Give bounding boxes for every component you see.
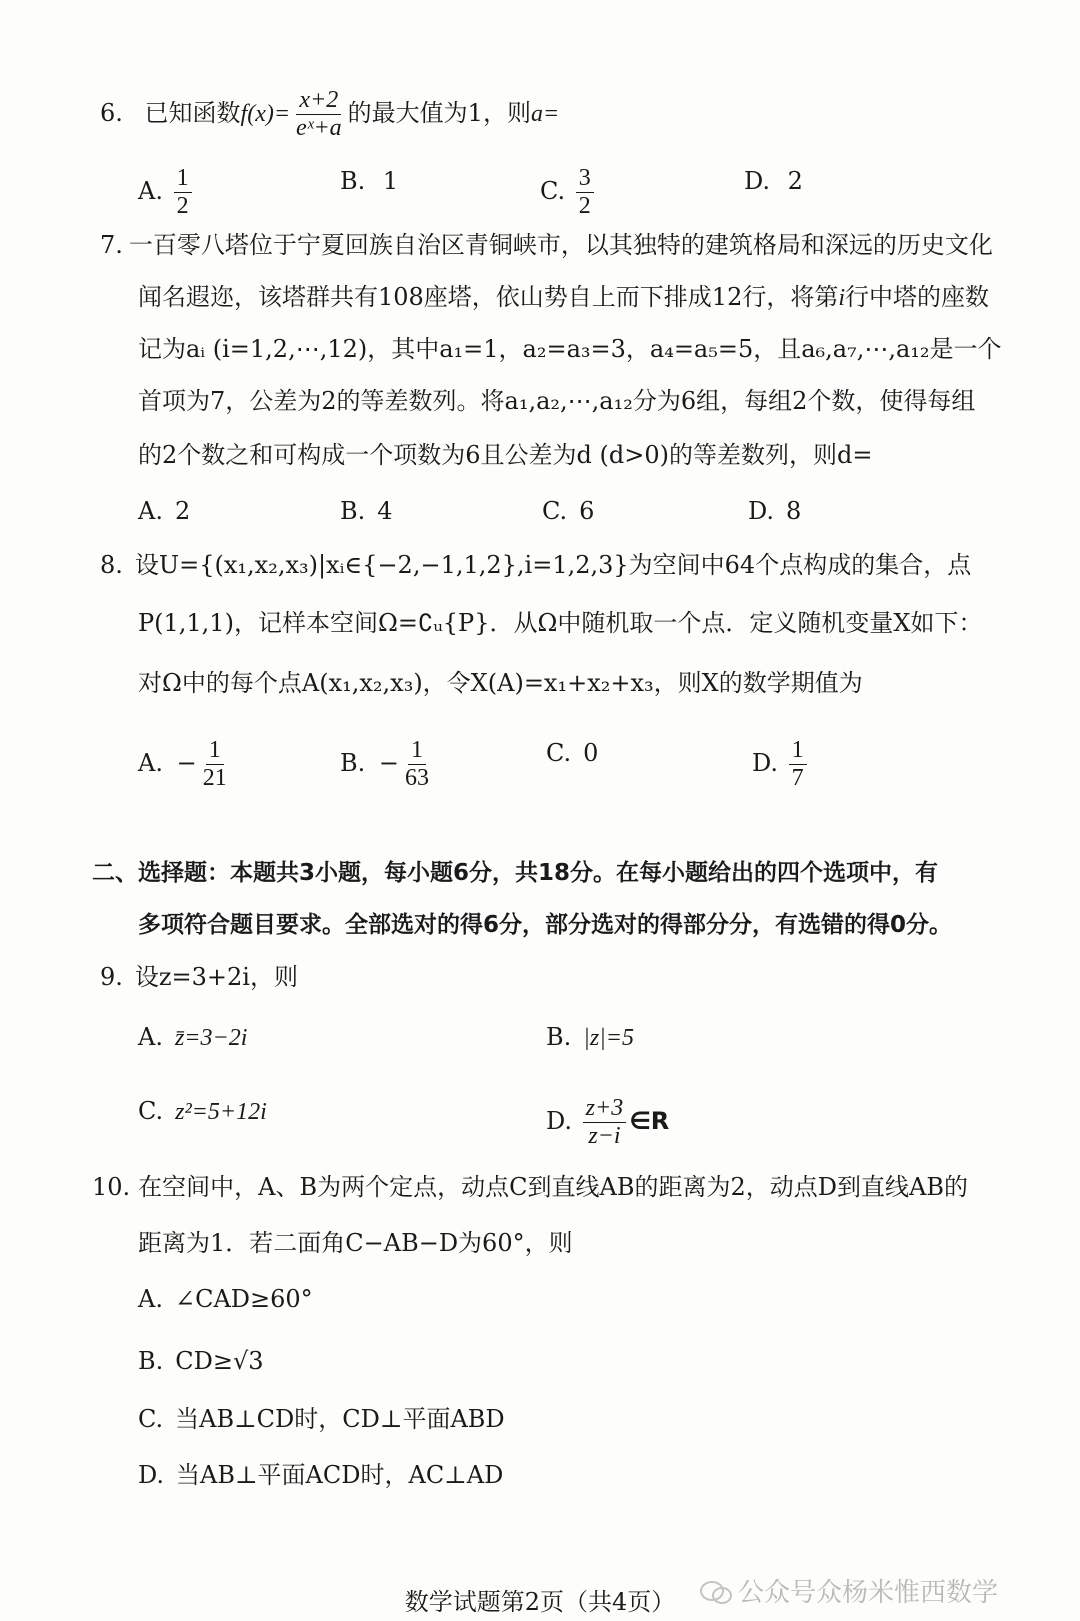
q8-option-a-fraction bbox=[200, 738, 230, 791]
q9-option-b bbox=[546, 1022, 634, 1053]
q7-option-a-label: A. bbox=[138, 497, 163, 525]
q8-option-c bbox=[546, 738, 598, 768]
q9-option-a bbox=[138, 1022, 247, 1053]
q10-option-c bbox=[138, 1404, 505, 1434]
q10-option-c-label: C. bbox=[138, 1405, 164, 1433]
q6-text-a: 已知函数 bbox=[144, 99, 241, 128]
q6-text-b: 的最大值为1，则 bbox=[347, 99, 531, 128]
q7-text-2c: 行中塔的座数 bbox=[845, 283, 990, 311]
q7-option-a-value: 2 bbox=[174, 497, 191, 525]
section-2-heading-2: 多项符合题目要求。全部选对的得6分，部分选对的得部分分，有选错的得0分。 bbox=[138, 912, 953, 938]
section-2-heading-1: 二、选择题：本题共3小题，每小题6分，共18分。在每小题给出的四个选项中，有 bbox=[92, 860, 939, 886]
q8-line-1 bbox=[100, 550, 971, 580]
q10-line-2: 距离为1．若二面角C−AB−D为60°，则 bbox=[138, 1229, 573, 1257]
q7-line-5: 的2个数之和可构成一个项数为6且公差为d (d>0)的等差数列，则d= bbox=[138, 441, 873, 469]
q7-option-b-value: 4 bbox=[377, 497, 393, 525]
q10-option-b-label: B. bbox=[138, 1347, 164, 1375]
q6-frac-den: eˣ+a bbox=[296, 115, 342, 142]
q9-option-c-value: z²=5+12i bbox=[175, 1099, 267, 1125]
q8-option-b-sign: − bbox=[378, 749, 400, 778]
q7-line-1 bbox=[100, 230, 993, 260]
q9-option-d-den: z−i bbox=[588, 1123, 621, 1150]
q8-text-1: 设U={(x₁,x₂,x₃)|xᵢ∈{−2,−1,1,2},i=1,2,3}为空间中64个点构成的集合，点 bbox=[134, 551, 972, 579]
q8-option-b-label: B. bbox=[340, 749, 366, 778]
q8-option-d-label: D. bbox=[752, 749, 779, 778]
q7-option-b-label: B. bbox=[340, 497, 366, 525]
q8-option-a bbox=[138, 738, 233, 791]
q7-option-c bbox=[542, 496, 594, 526]
q7-option-c-value: 6 bbox=[579, 497, 595, 525]
q6-text-c: a= bbox=[530, 101, 560, 128]
q7-line-3: 记为aᵢ (i=1,2,⋯,12)，其中a₁=1，a₂=a₃=3，a₄=a₅=5，且a₆,a₇,⋯,a₁₂是一个 bbox=[138, 335, 1002, 363]
q9-option-d-label: D. bbox=[546, 1107, 573, 1136]
q8-option-b-num: 1 bbox=[408, 738, 426, 765]
q9-option-d-num: z+3 bbox=[583, 1096, 627, 1123]
q6-stem bbox=[100, 88, 559, 141]
q7-option-d-label: D. bbox=[748, 497, 775, 525]
q9-option-d bbox=[546, 1096, 669, 1149]
q6-option-a-fraction bbox=[174, 166, 192, 219]
q6-option-a-label: A. bbox=[138, 177, 163, 206]
q8-option-b-den: 63 bbox=[405, 765, 430, 792]
q10-text-1: 在空间中，A、B为两个定点，动点C到直线AB的距离为2，动点D到直线AB的 bbox=[138, 1173, 968, 1201]
q6-option-d-value: 2 bbox=[787, 167, 803, 195]
q10-option-a-label: A. bbox=[138, 1285, 163, 1313]
q9-number: 9. bbox=[100, 963, 123, 991]
q7-number: 7. bbox=[100, 231, 123, 259]
q6-fraction bbox=[293, 88, 345, 141]
q10-number: 10. bbox=[92, 1173, 131, 1201]
q10-option-b bbox=[138, 1346, 264, 1376]
q9-option-b-value: |z|=5 bbox=[583, 1025, 634, 1051]
q7-text-1: 一百零八塔位于宁夏回族自治区青铜峡市，以其独特的建筑格局和深远的历史文化 bbox=[128, 231, 993, 259]
q7-option-b bbox=[340, 496, 393, 526]
q10-option-a bbox=[138, 1284, 313, 1314]
q10-option-a-value: ∠CAD≥60° bbox=[174, 1285, 313, 1313]
q8-line-3: 对Ω中的每个点A(x₁,x₂,x₃)，令X(A)=x₁+x₂+x₃，则X的数学期值为 bbox=[138, 669, 863, 697]
q7-line-4: 首项为7，公差为2的等差数列。将a₁,a₂,⋯,a₁₂分为6组，每组2个数，使得每组 bbox=[138, 387, 976, 415]
q7-option-d bbox=[748, 496, 801, 526]
q9-option-c-label: C. bbox=[138, 1097, 164, 1125]
q6-option-b-value: 1 bbox=[382, 167, 399, 195]
q6-option-b-label: B. bbox=[340, 167, 366, 195]
q6-frac-num: x+2 bbox=[296, 88, 341, 115]
q8-option-d-den: 7 bbox=[791, 765, 804, 792]
q6-fx: f(x)= bbox=[240, 101, 291, 128]
q10-option-d-label: D. bbox=[138, 1461, 165, 1489]
q7-option-c-label: C. bbox=[542, 497, 568, 525]
q7-line-2 bbox=[138, 282, 989, 313]
q9-option-d-fraction bbox=[583, 1096, 627, 1149]
q10-option-d-value: 当AB⊥平面ACD时，AC⊥AD bbox=[176, 1461, 504, 1489]
q10-line-1 bbox=[92, 1172, 968, 1202]
q6-option-c bbox=[540, 166, 597, 219]
q6-option-c-den: 2 bbox=[578, 193, 591, 220]
q10-option-d bbox=[138, 1460, 503, 1490]
q6-option-c-label: C. bbox=[540, 177, 566, 206]
q10-option-c-value: 当AB⊥CD时，CD⊥平面ABD bbox=[175, 1405, 505, 1433]
q10-option-b-value: CD≥√3 bbox=[175, 1347, 264, 1375]
q8-option-a-sign: − bbox=[176, 749, 197, 778]
q8-option-d bbox=[752, 738, 810, 791]
q9-text: 设z=3+2i，则 bbox=[134, 963, 298, 991]
q6-option-a-num: 1 bbox=[174, 166, 192, 193]
q6-option-a-den: 2 bbox=[176, 193, 189, 220]
q8-option-a-num: 1 bbox=[206, 738, 224, 765]
q8-option-b bbox=[340, 738, 435, 791]
q9-option-a-label: A. bbox=[138, 1023, 163, 1051]
q9-option-a-value: z̄=3−2i bbox=[174, 1025, 248, 1051]
q8-option-d-fraction bbox=[789, 738, 807, 791]
q8-option-a-label: A. bbox=[138, 749, 163, 778]
q9-option-b-label: B. bbox=[546, 1023, 572, 1051]
watermark-text: 公众号众杨米惟西数学 bbox=[738, 1578, 999, 1608]
q6-option-b bbox=[340, 166, 398, 196]
q8-option-a-den: 21 bbox=[202, 765, 227, 792]
q6-option-c-num: 3 bbox=[576, 166, 594, 193]
q8-line-2: P(1,1,1)，记样本空间Ω=∁ᵤ{P}．从Ω中随机取一个点．定义随机变量X如下： bbox=[138, 609, 983, 637]
q6-option-a bbox=[138, 166, 195, 219]
q6-option-c-fraction bbox=[576, 166, 594, 219]
q9-option-c bbox=[138, 1096, 267, 1127]
q7-text-2a: 闻名遐迩，该塔群共有108座塔，依山势自上而下排成12行，将第 bbox=[138, 283, 839, 311]
q8-option-c-label: C. bbox=[546, 739, 572, 767]
q6-option-d bbox=[744, 166, 803, 196]
q9-option-d-tail: ∈R bbox=[629, 1107, 670, 1136]
page-footer: 数学试题第2页（共4页） bbox=[404, 1588, 676, 1616]
q8-number: 8. bbox=[100, 551, 123, 579]
q8-option-b-fraction bbox=[402, 738, 432, 791]
q7-option-a bbox=[138, 496, 190, 526]
q7-option-d-value: 8 bbox=[786, 497, 802, 525]
q6-number: 6. bbox=[100, 99, 123, 128]
q8-option-c-value: 0 bbox=[583, 739, 599, 767]
q7-text-2b: i bbox=[838, 285, 846, 311]
q8-option-d-num: 1 bbox=[789, 738, 807, 765]
q6-option-d-label: D. bbox=[744, 167, 771, 195]
q9-stem bbox=[100, 962, 298, 992]
